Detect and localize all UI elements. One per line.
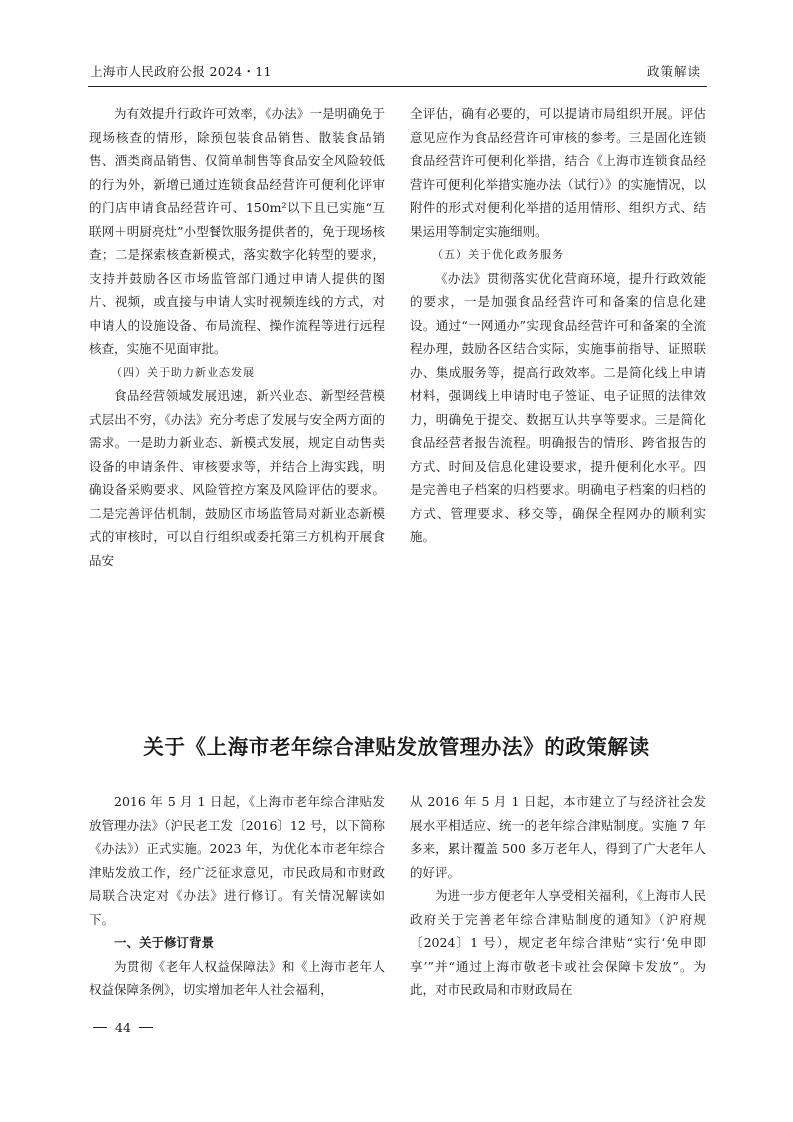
page-footer <box>93 1020 161 1035</box>
dash-left <box>93 1027 107 1028</box>
paragraph: 全评估，确有必要的，可以提请市局组织开展。评估意见应作为食品经营许可审核的参考。三是固化连锁食品经营许可便利化举措，结合《上海市连锁食品经营许可便利化举措实施办法（试行）》的实施情况，以附件的形式对便利化举措的适用情形、组织方式、结果运用等制定实施细则。 <box>410 106 706 239</box>
paragraph: 为贯彻《老年人权益保障法》和《上海市老年人权益保障条例》，切实增加老年人社会福利， <box>89 958 385 997</box>
publication-header: 上海市人民政府公报 2024・11 <box>90 64 272 79</box>
paragraph: 食品经营领域发展迅速，新兴业态、新型经营模式层出不穷，《办法》充分考虑了发展与安全两方面的需求。一是助力新业态、新模式发展，规定自动售卖设备的申请条件、审核要求等，并结合上海实践，明确设备采购要求、风险管控方案及风险评估的要求。二是完善评估机制，鼓励区市场监管局对新业态新模式的审核时，可以自行组织或委托第三方机构开展食品安 <box>89 388 385 568</box>
paragraph: 为进一步方便老年人享受相关福利，《上海市人民政府关于完善老年综合津贴制度的通知》（沪府规〔2024〕1 号），规定老年综合津贴“实行‘免申即享’”并“通过上海市敬老卡或社会保障卡发放”。为此，对市民政局和市财政局在 <box>410 888 706 997</box>
header-divider <box>88 86 707 87</box>
paragraph: 从 2016 年 5 月 1 日起，本市建立了与经济社会发展水平相适应、统一的老年综合津贴制度。实施 7 年多来，累计覆盖 500 多万老年人，得到了广大老年人的好评。 <box>410 794 706 880</box>
section-heading: 一、关于修订背景 <box>114 935 215 950</box>
article1-column-left <box>89 102 385 572</box>
dash-right <box>139 1027 153 1028</box>
subsection-heading: （五）关于优化政务服务 <box>432 248 564 261</box>
subsection-heading: （四）关于助力新业态发展 <box>111 365 255 379</box>
article2-column-right <box>410 790 706 1002</box>
article2-column-left <box>89 790 385 1002</box>
paragraph: 为有效提升行政许可效率，《办法》一是明确免于现场核查的情形，除预包装食品销售、散装食品销售、酒类商品销售、仅简单制售等食品安全风险较低的行为外，新增已通过连锁食品经营许可便利化评审的门店申请食品经营许可、150m²以下且已实施“互联网＋明厨亮灶”小型餐饮服务提供者的，免于现场核查；二是探索核查新模式，落实数字化转型的要求，支持并鼓励各区市场监管部门通过申请人提供的图片、视频，或直接与申请人实时视频连线的方式，对申请人的设施设备、布局流程、操作流程等进行远程核查，实施不见面审批。 <box>89 106 385 356</box>
paragraph: 《办法》贯彻落实优化营商环境，提升行政效能的要求，一是加强食品经营许可和备案的信息化建设。通过“一网通办”实现食品经营许可和备案的全流程办理，鼓励各区结合实际，实施事前指导、证照联办、集成服务等，提高行政效率。二是简化线上申请材料，强调线上申请时电子签证、电子证照的法律效力，明确免于提交、数据互认共享等要求。三是简化食品经营者报告流程。明确报告的情形、跨省报告的方式、时间及信息化建设要求，提升便利化水平。四是完善电子档案的归档要求。明确电子档案的归档的方式、管理要求、移交等，确保全程网办的顺利实施。 <box>410 270 706 544</box>
section-header: 政策解读 <box>646 64 701 79</box>
article2-title: 关于《上海市老年综合津贴发放管理办法》的政策解读 <box>143 735 650 759</box>
article1-column-right <box>410 102 706 549</box>
page-number: 44 <box>115 1020 131 1035</box>
paragraph: 2016 年 5 月 1 日起，《上海市老年综合津贴发放管理办法》（沪民老工发〔2016〕12 号，以下简称《办法》）正式实施。2023 年，为优化本市老年综合津贴发放工作，经广泛征求意见，市民政局和市财政局联合决定对《办法》进行修订。有关情况解读如下。 <box>89 794 385 927</box>
